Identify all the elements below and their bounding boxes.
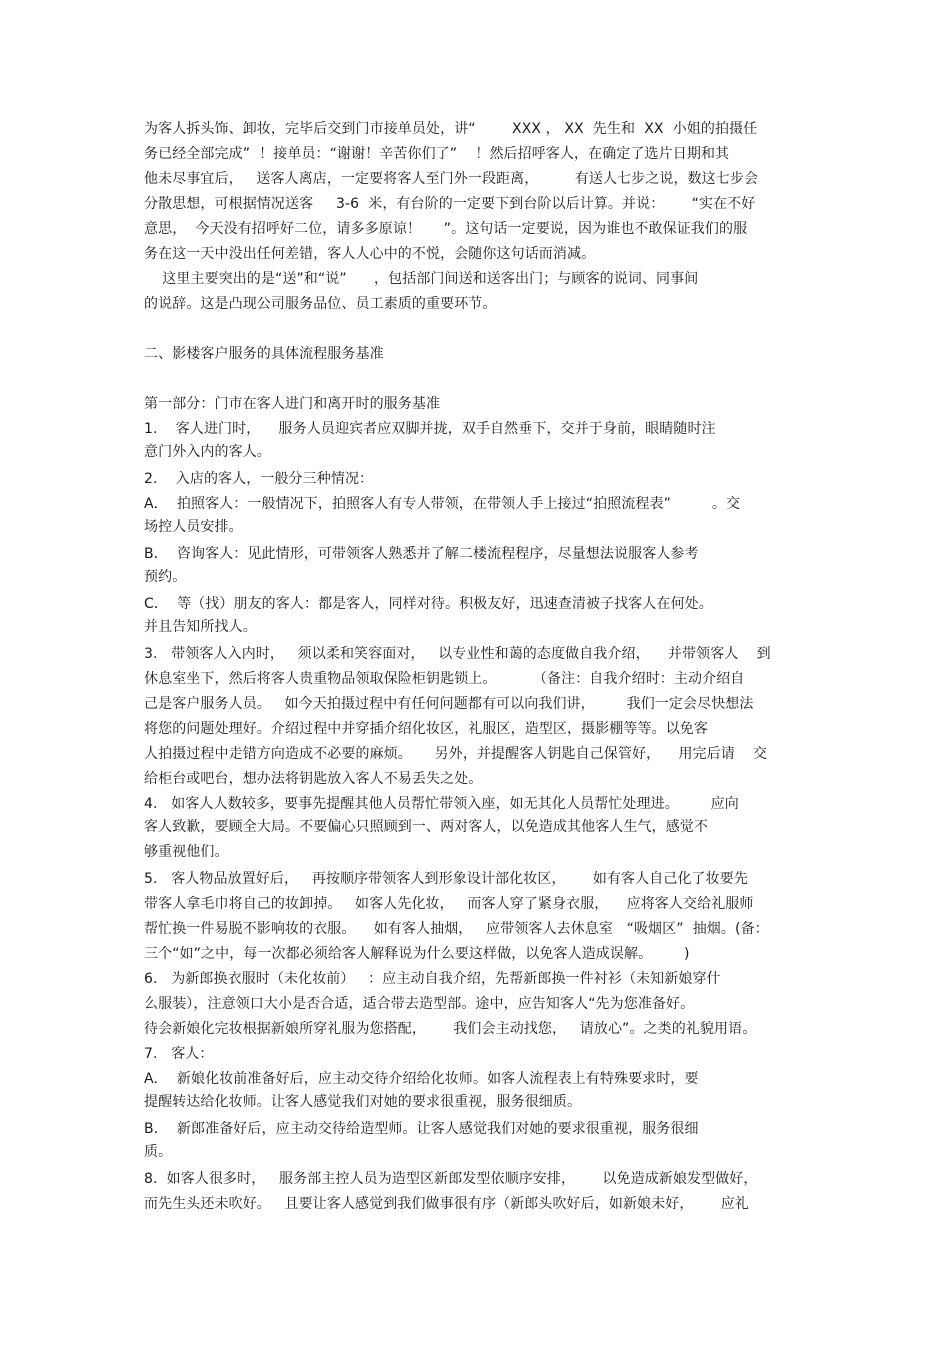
paragraph-line: 的说辞。这是凸现公司服务品位、员工素质的重要环节。: [144, 296, 497, 312]
list-item-line: 8. 如客人很多时， 服务部主控人员为造型区新郎发型依顺序安排， 以免造成新娘发型做好，: [144, 1171, 758, 1187]
list-item-line: 三个“如”之中，每一次都必须给客人解释说为什么要这样做，以免客人造成误解。 ): [144, 946, 690, 962]
section-heading: 二、影楼客户服务的具体流程服务基准: [144, 346, 384, 362]
paragraph-line: 为客人拆头饰、卸妆，完毕后交到门市接单员处，讲“ XXX ， XX 先生和 XX 小姐的拍摄任: [144, 121, 758, 137]
list-item-line: 5. 客人物品放置好后， 再按顺序带领客人到形象设计部化妆区， 如有客人自己化了妆要先: [144, 871, 748, 887]
list-item-line: A． 新娘化妆前准备好后，应主动交待介绍给化妆师。如客人流程表上有特殊要求时，要: [144, 1071, 699, 1087]
list-item-line: 么服装），注意领口大小是否合适，适合带去造型部。途中，应告知客人“先为您准备好。: [144, 996, 695, 1012]
paragraph-line: 他未尽事宜后， 送客人离店，一定要将客人至门外一段距离， 有送人七步之说，数这七步会: [144, 171, 759, 187]
list-item-line: B． 新郎准备好后，应主动交待给造型师。让客人感觉我们对她的要求很重视，服务很细: [144, 1121, 699, 1137]
list-item-line: 3. 带领客人入内时， 须以柔和笑容面对， 以专业性和蔼的态度做自我介绍， 并带领客人 到: [144, 646, 771, 662]
list-item-line: 给柜台或吧台，想办法将钥匙放入客人不易丢失之处。: [144, 771, 483, 787]
list-item-line: 己是客户服务人员。 如今天拍摄过程中有任何问题都有可以向我们讲， 我们一定会尽快想法: [144, 696, 754, 712]
list-item-line: 客人致歉，要顾全大局。不要偏心只照顾到一、两对客人，以免造成其他客人生气，感觉不: [144, 819, 708, 835]
list-item-line: 将您的问题处理好。介绍过程中并穿插介绍化妆区，礼服区，造型区，摄影棚等等。以免客: [144, 721, 708, 737]
list-item-line: 休息室坐下，然后将客人贵重物品领取保险柜钥匙锁上。 （备注：自我介绍时：主动介绍自: [144, 671, 745, 687]
list-item-line: 并且告知所找人。: [144, 619, 257, 635]
list-item-line: C． 等（找）朋友的客人：都是客人，同样对待。积极友好，迅速查清被子找客人在何处。: [144, 596, 713, 612]
paragraph-line: 这里主要突出的是“送”和“说” ，包括部门间送和送客出门；与顾客的说词、同事间: [144, 271, 699, 287]
list-item-line: 够重视他们。: [144, 844, 229, 860]
list-item-line: 质。: [144, 1144, 173, 1160]
list-item-line: 预约。: [144, 569, 187, 585]
list-item-line: B． 咨询客人：见此情形，可带领客人熟悉并了解二楼流程程序，尽量想法说服客人参考: [144, 546, 699, 562]
list-item-line: 提醒转达给化妆师。让客人感觉我们对她的要求很重视，服务很细质。: [144, 1094, 582, 1110]
list-item-line: A． 拍照客人：一般情况下，拍照客人有专人带领，在带领人手上接过“拍照流程表” 。交: [144, 496, 741, 512]
list-item-line: 场控人员安排。: [144, 519, 243, 535]
list-item-line: 7. 客人：: [144, 1046, 214, 1062]
paragraph-line: 务在这一天中没出任何差错，客人人心中的不悦，会随你这句话而消减。: [144, 246, 596, 262]
list-item-line: 帮忙换一件易脱不影响妆的衣服。 如有客人抽烟， 应带领客人去休息室 “吸烟区” 抽烟。(备：: [144, 921, 769, 937]
list-item-line: 2. 入店的客人，一般分三种情况：: [144, 471, 374, 487]
list-item-line: 带客人拿毛巾将自己的妆卸掉。 如客人先化妆， 而客人穿了紧身衣服， 应将客人交给礼服师: [144, 896, 754, 912]
paragraph-line: 意思， 今天没有招呼好二位，请多多原谅！ ”。这句话一定要说，因为谁也不敢保证我们的服: [144, 221, 748, 237]
list-item-line: 人拍摄过程中走错方向造成不必要的麻烦。 另外，并提醒客人钥匙自己保管好， 用完后请 交: [144, 746, 768, 762]
list-item-line: 而先生头还未吹好。 且要让客人感觉到我们做事很有序（新郎头吹好后，如新娘未好， 应礼: [144, 1196, 749, 1212]
list-item-line: 待会新娘化完妆根据新娘所穿礼服为您搭配， 我们会主动找您， 请放心”。之类的礼貌用语。: [144, 1021, 757, 1037]
list-item-line: 意门外入内的客人。: [144, 444, 271, 460]
list-item-line: 1. 客人进门时， 服务人员迎宾者应双脚并拢，双手自然垂下，交并于身前，眼睛随时注: [144, 421, 716, 437]
paragraph-line: 务已经全部完成” ！接单员：“谢谢！辛苦你们了” ！然后招呼客人，在确定了选片日期和其: [144, 146, 730, 162]
subsection-heading: 第一部分：门市在客人进门和离开时的服务基准: [144, 396, 441, 412]
paragraph-line: 分散思想，可根据情况送客 3-6 米，有台阶的一定要下到台阶以后计算。并说： “实在不好: [144, 196, 756, 212]
list-item-line: 6. 为新郎换衣服时（未化妆前） ：应主动自我介绍，先帮新郎换一件衬衫（未知新娘穿什: [144, 971, 721, 987]
list-item-line: 4. 如客人人数较多，要事先提醒其他人员帮忙带领入座，如无其化人员帮忙处理进。 应向: [144, 796, 739, 812]
